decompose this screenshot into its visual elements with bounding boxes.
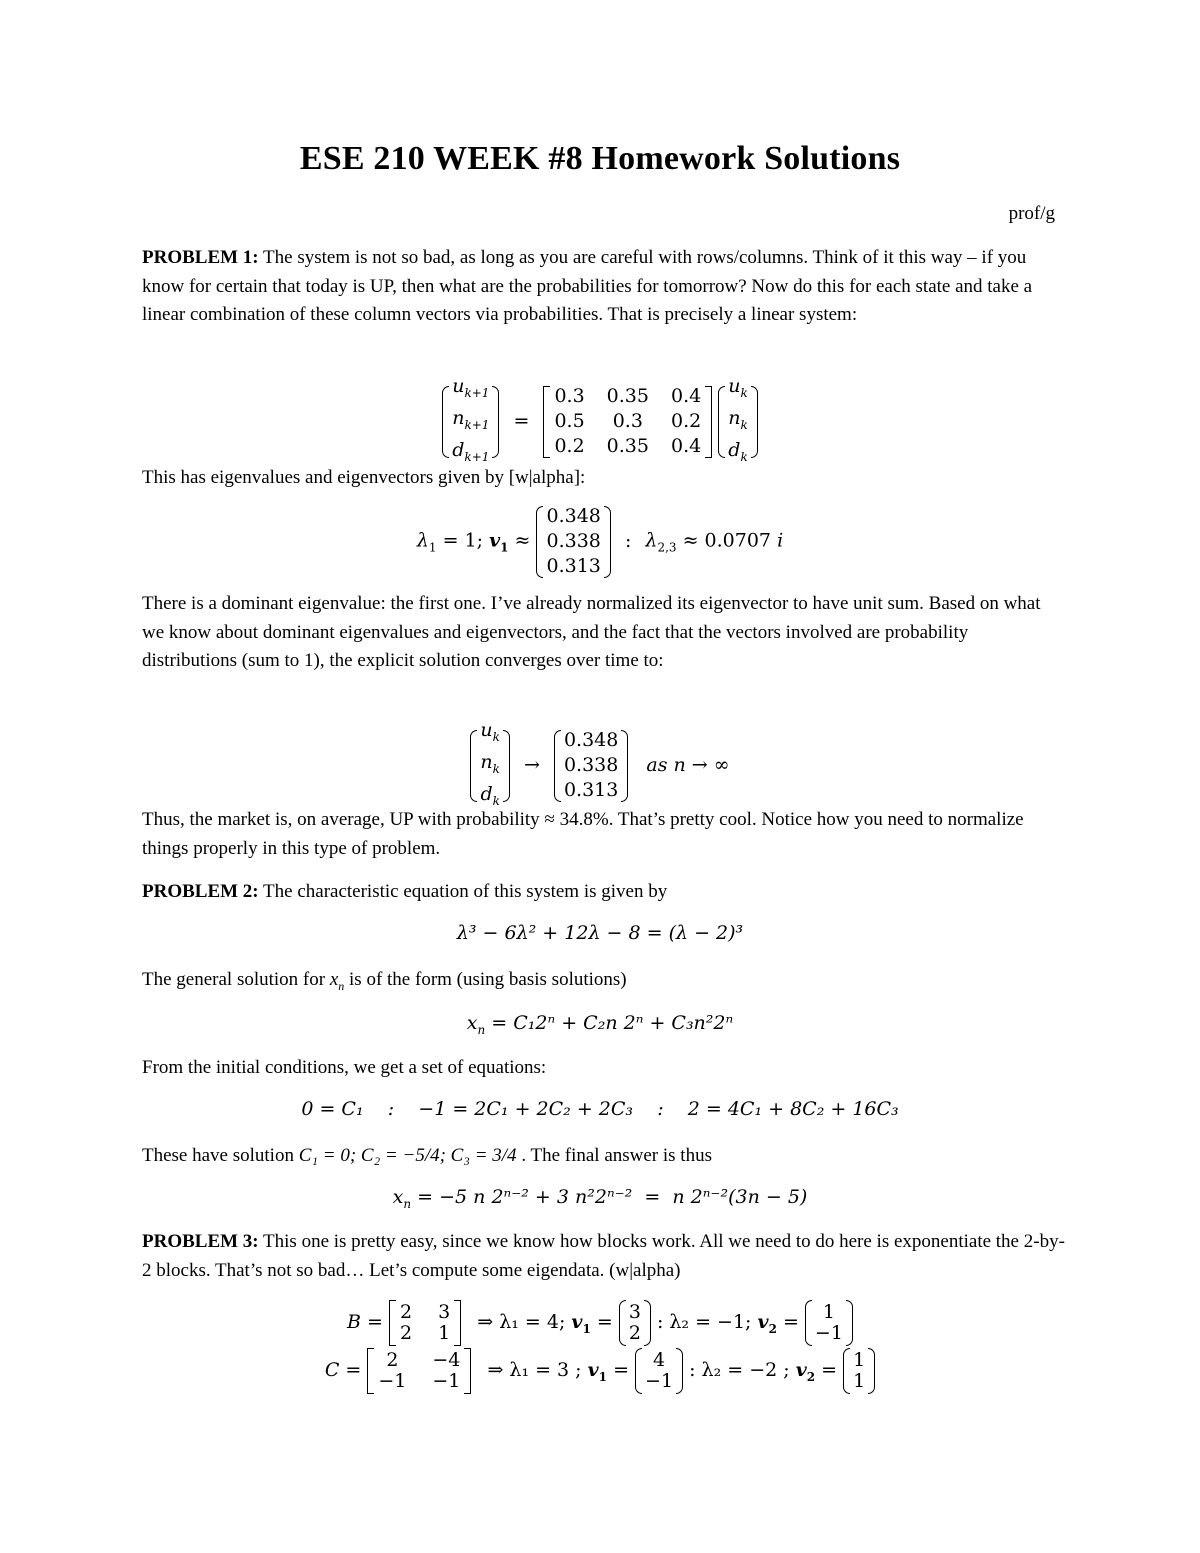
- problem-3-intro: PROBLEM 3: This one is pretty easy, since we know how blocks work. All we need to do here is exponentiate the 2-by-2 blocks. That’s not so bad… Let’s compute some eigendata. (w|alpha): [142, 1231, 1065, 1281]
- limit-equation: $u_k$ $n_k$ $d_k$ → 0.348 0.338 0.313 as n → ∞: [0, 718, 1200, 813]
- problem-1-dominant-text: There is a dominant eigenvalue: the first one. I’ve already normalized its eigenvector to have unit sum. Based on what we know about dominant eigenvalues and eigenvectors, and the fact that the vectors involved are probability distributions (sum to 1), the explicit solution converges over time to:: [142, 593, 1041, 671]
- state-current-vector: $u_k$ $n_k$ $d_k$: [718, 374, 758, 469]
- final-answer: $x_n = -5$ n 2ⁿ⁻² + 3 n²2ⁿ⁻² = n 2ⁿ⁻²(3n − 5): [392, 1186, 808, 1211]
- problem-2-ic-text: From the initial conditions, we get a set of equations:: [142, 1057, 547, 1078]
- transition-matrix: 0.3 0.35 0.4 0.5 0.3 0.2 0.2 0.35 0.4: [543, 384, 712, 459]
- state-next-vector: $u_{k+1}$ $n_{k+1}$ $d_{k+1}$: [442, 374, 499, 469]
- eigenvector-1: 0.348 0.338 0.313: [536, 504, 610, 579]
- problem-2-general-text: The general solution for $x_n$ is of the form (using basis solutions): [142, 969, 627, 993]
- problem-3-label: PROBLEM 3:: [142, 1231, 259, 1252]
- author: prof/g: [1008, 203, 1055, 224]
- problem-1-eigen-intro: This has eigenvalues and eigenvectors given by [w|alpha]:: [142, 467, 586, 488]
- problem-1-text: The system is not so bad, as long as you are careful with rows/columns. Think of it this way – if you know for certain that today is UP, then what are the probabilities for tomorrow? Now do this for each state and take a linear combination of these column vectors via probabilities. That is precisely a linear system:: [142, 247, 1033, 325]
- matrix-C: 2 −4 −1 −1: [367, 1348, 471, 1394]
- problem-2-solution-text: These have solution C₁ = 0; C₂ = −5/4; C₃ = 3/4 . The final answer is thus: [142, 1145, 712, 1166]
- eigen-result-equation: $\lambda_1 = 1$; $v_1$ ≈ 0.348 0.338 0.313 : $\lambda_{2,3} \approx 0.0707$ i: [416, 505, 784, 577]
- matrix-B: 2 3 2 1: [389, 1300, 461, 1346]
- problem-1-intro: [142, 244, 1067, 330]
- problem-1-conclusion: Thus, the market is, on average, UP with probability ≈ 34.8%. That’s pretty cool. Notice how you need to normalize things properly in this type of problem.: [142, 809, 1024, 859]
- matrix-C-eigendata: C = 2 −4 −1 −1 ⇒ λ₁ = 3 ; $v_1$ = 4 −1 : λ₂ = −2 ; $v_2$ = 1 1: [0, 1348, 1200, 1394]
- problem-2-label: PROBLEM 2:: [142, 881, 259, 902]
- initial-conditions: 0 = C₁ : −1 = 2C₁ + 2C₂ + 2C₃ : 2 = 4C₁ + 8C₂ + 16C₃: [301, 1098, 899, 1120]
- document-title: ESE 210 WEEK #8 Homework Solutions: [299, 140, 901, 177]
- limit-vector: 0.348 0.338 0.313: [554, 728, 628, 803]
- matrix-B-eigendata: B = 2 3 2 1 ⇒ λ₁ = 4; $v_1$ = 3 2 : λ₂ = −1; $v_2$ = 1 −1: [0, 1300, 1200, 1346]
- problem-1-label: PROBLEM 1:: [142, 247, 259, 268]
- general-solution: $x_n = C_12^n + C_2n$ 2ⁿ + C₃n²2ⁿ: [466, 1012, 734, 1037]
- markov-system-equation: $u_{k+1}$ $n_{k+1}$ $d_{k+1}$ = 0.3 0.35 0.4 0.5 0.3 0.2 0.2 0.35 0.4 $u_k$ $n_k$ $d_k$: [0, 374, 1200, 469]
- characteristic-equation: λ³ − 6λ² + 12λ − 8 = (λ − 2)³: [456, 922, 744, 944]
- problem-2-intro: PROBLEM 2: The characteristic equation of this system is given by: [142, 881, 668, 902]
